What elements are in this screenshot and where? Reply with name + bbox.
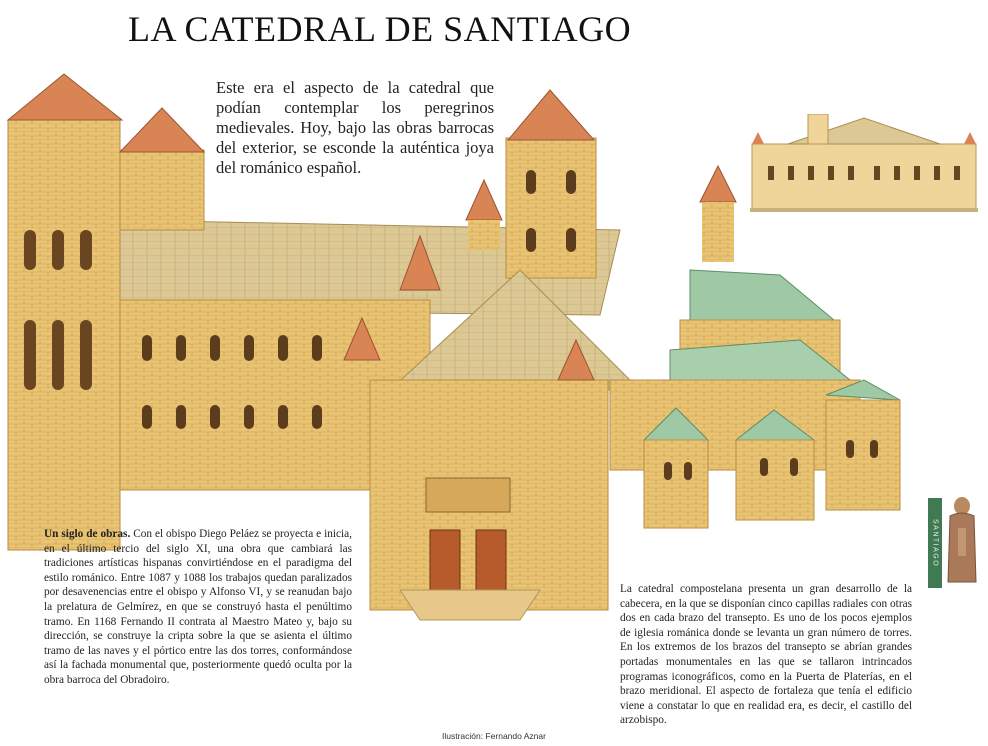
west-tower-right-roof — [120, 108, 204, 152]
side-tag — [928, 498, 942, 588]
small-spire-1 — [466, 180, 502, 220]
right-column-text: La catedral compostelana presenta un gran desarrollo de la cabecera, en la que se disponían cinco capillas radiales con otras dos en cada brazo del transepto. Es uno de los pocos ejemplos de iglesia románica donde se levanta un gran número de torres. En los extremos de los brazos del transepto se abrían grandes portadas monumentales en las que se tallaron intrincados programas iconográficos, como en la Puerta de Platerías, en el brazo meridional. El aspecto de fortaleza que tenía el edificio viene a constatar lo que en realidad era, es decir, el castillo del arzobispo. — [620, 583, 912, 727]
west-tower-right — [120, 150, 204, 230]
left-column-lead: Un siglo de obras. — [44, 528, 131, 540]
lantern-tower — [506, 138, 596, 278]
portal-frieze — [426, 478, 510, 512]
lantern-tower-roof — [508, 90, 594, 140]
west-tower-left-roof — [8, 74, 122, 120]
cathedral-thumbnail — [748, 114, 980, 216]
illustration-credit: Ilustración: Fernando Aznar — [442, 731, 546, 741]
left-column-body: Con el obispo Diego Peláez se proyecta e inicia, en el último tercio del siglo XI, una obra que cambiará las tradiciones artísticas hispanas convirtiéndose en el paradigma del estilo románico. Entre 1087 y 1088 los trabajos quedan paralizados por desavenencias entre el obispo y Alfonso VI, y se reanudan bajo la prelatura de Gelmírez, en que se construyó hasta el penúltimo tramo. En 1168 Fernando II contrata al Maestro Mateo y, bajo su dirección, se construye la cripta sobre la que se asienta el último tramo de las naves y el pórtico entre las dos torres, conformándose así la fachada monumental que, posteriormente quedó oculta por la obra barroca del Obradoiro. — [44, 528, 352, 686]
small-spire-2 — [700, 166, 736, 202]
saint-statue-image — [944, 494, 980, 588]
portal-stairs — [400, 590, 540, 620]
intro-paragraph: Este era el aspecto de la catedral que podían contemplar los peregrinos medievales. Hoy, bajo las obras barrocas del exterior, se esconde la auténtica joya del románico español. — [216, 78, 494, 177]
page-title: LA CATEDRAL DE SANTIAGO — [128, 9, 632, 49]
side-tag-label: SANTIAGO — [931, 518, 939, 568]
left-column-text — [44, 527, 352, 688]
